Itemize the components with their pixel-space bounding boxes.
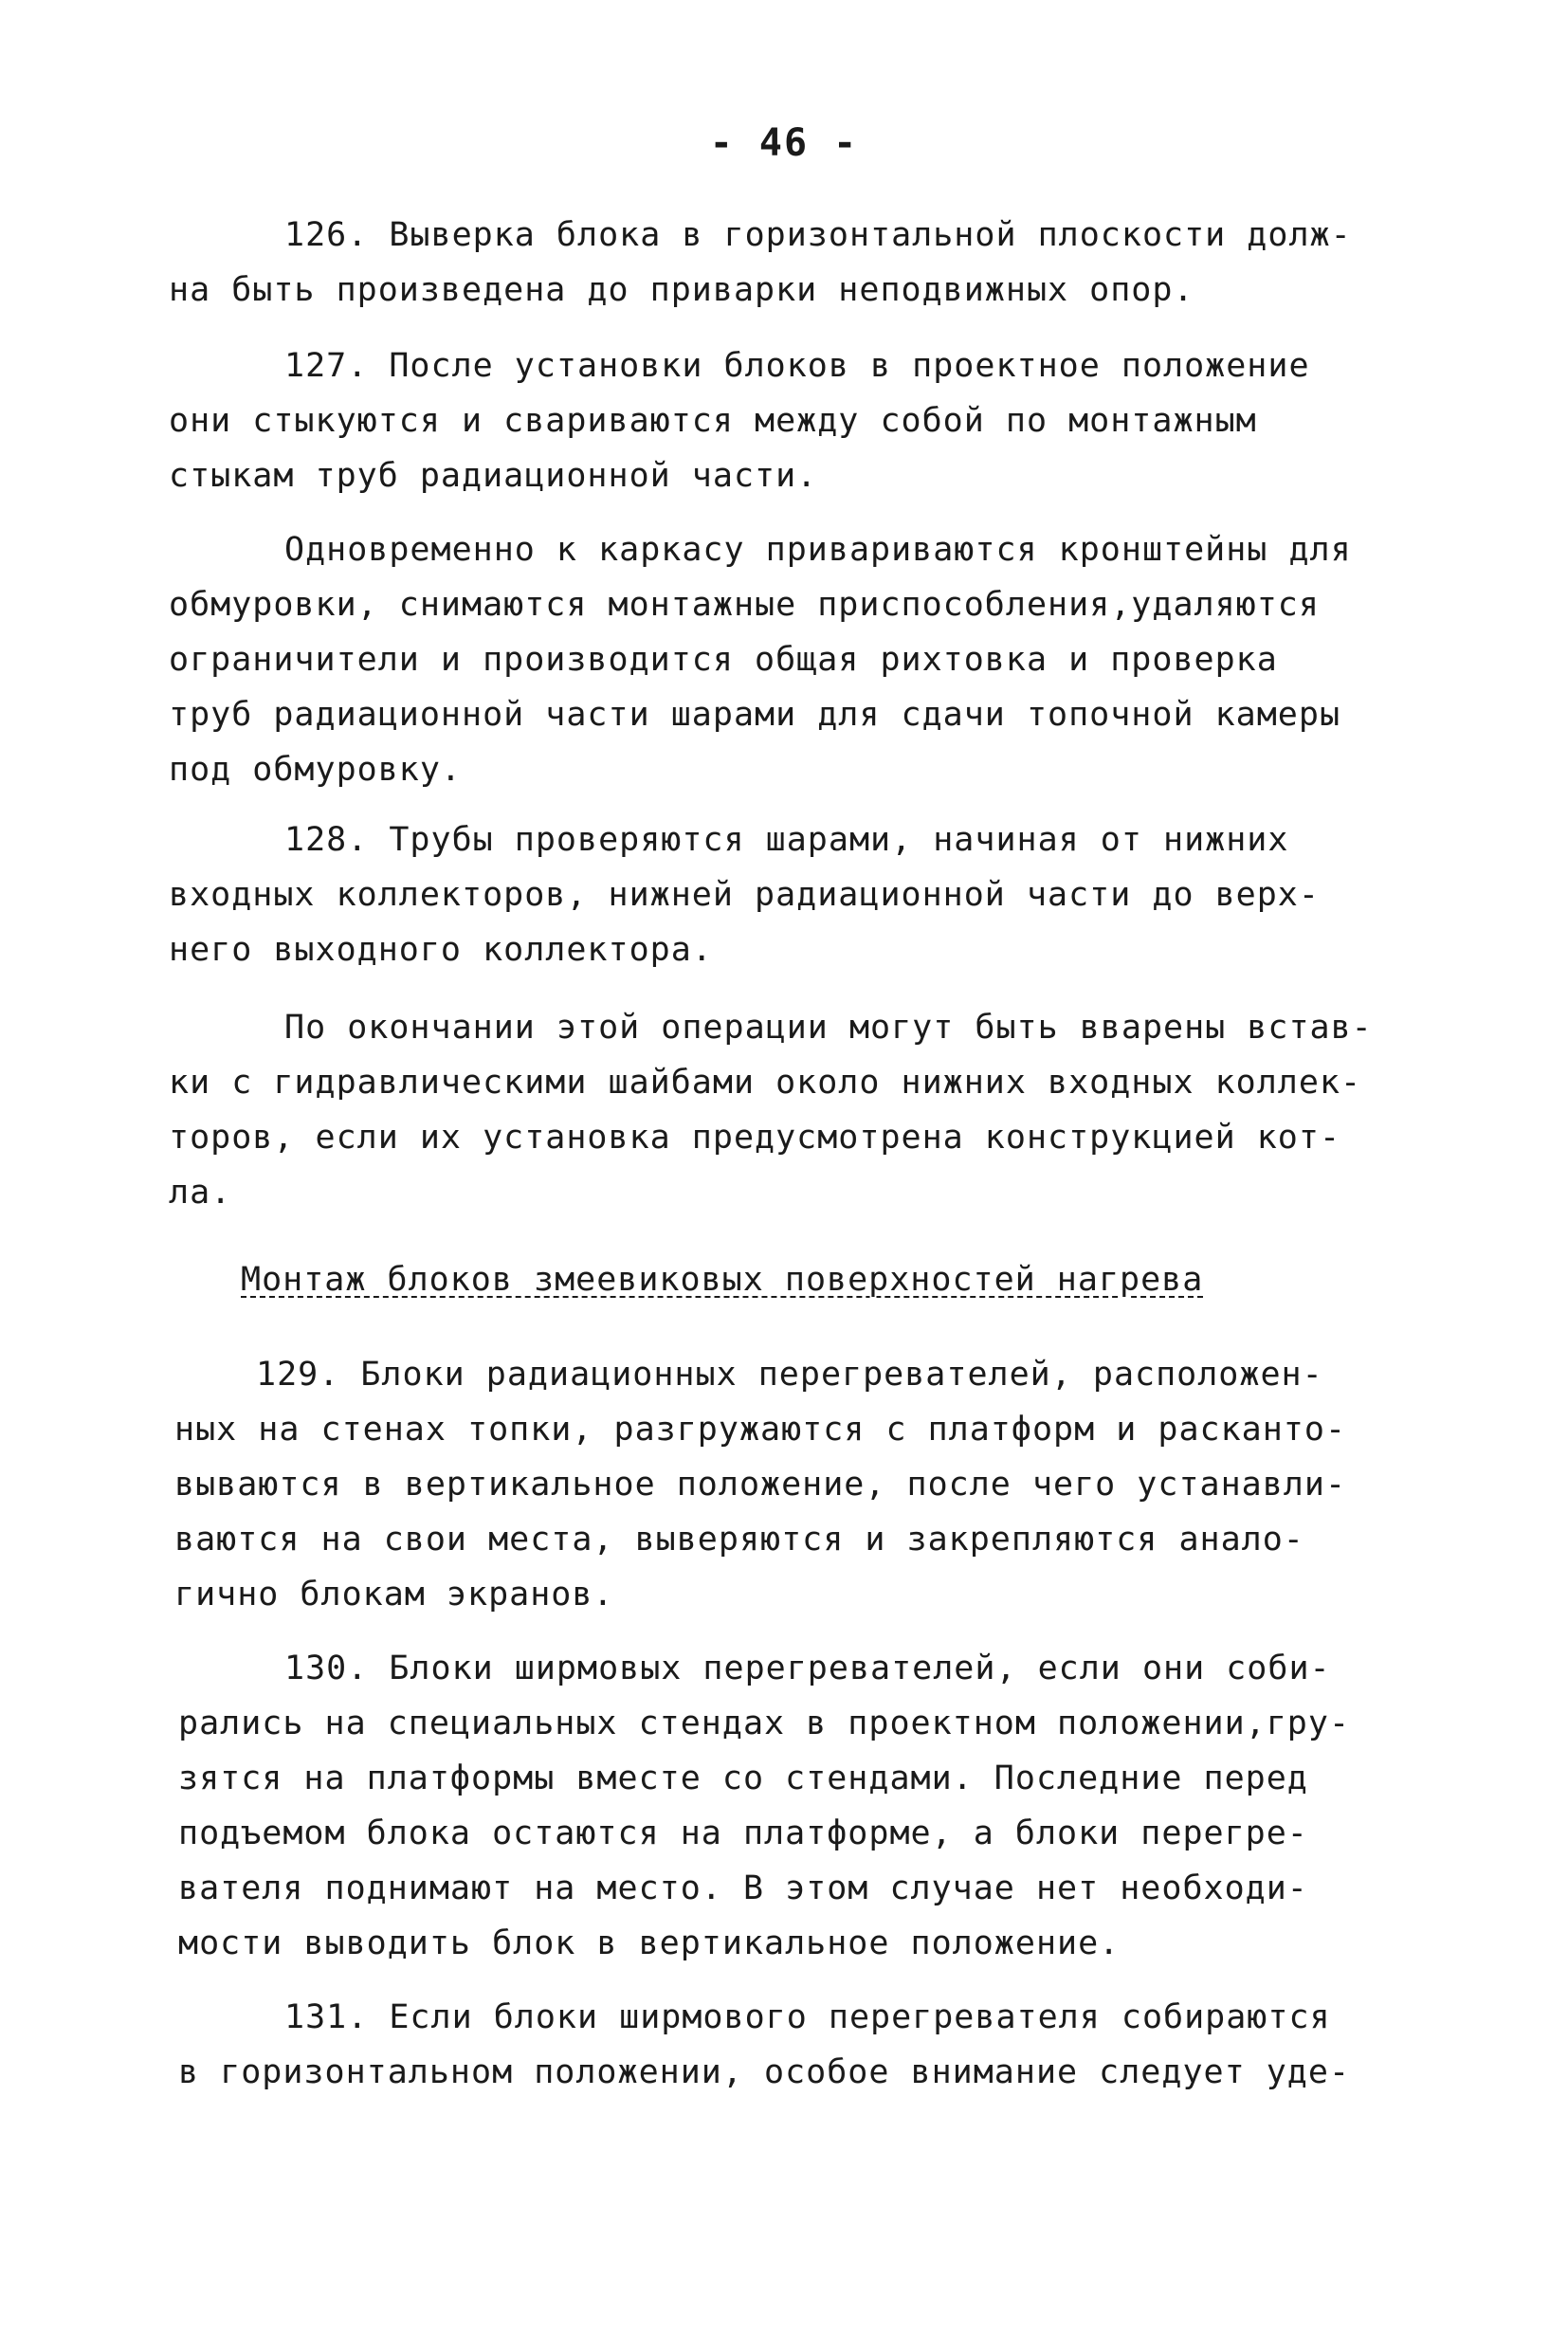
text-line: на быть произведена до приварки неподвижных опор.: [169, 271, 1194, 309]
text-line: зятся на платформы вместе со стендами. Последние перед: [178, 1759, 1308, 1797]
text-line: 127. После установки блоков в проектное положение: [284, 347, 1310, 385]
text-line: в горизонтальном положении, особое внимание следует уде-: [178, 2053, 1351, 2091]
text-line: стыкам труб радиационной части.: [169, 457, 818, 495]
text-line: мости выводить блок в вертикальное положение.: [178, 1924, 1121, 1962]
text-line: 129. Блоки радиационных перегревателей, расположен-: [256, 1356, 1323, 1394]
text-line: 130. Блоки ширмовых перегревателей, если они соби-: [284, 1650, 1331, 1687]
text-line: обмуровки, снимаются монтажные приспособления,удаляются: [169, 586, 1320, 624]
text-line: 128. Трубы проверяются шарами, начиная от нижних: [284, 821, 1289, 859]
text-line: подъемом блока остаются на платформе, а блоки перегре-: [178, 1814, 1308, 1852]
text-line: они стыкуются и свариваются между собой по монтажным: [169, 402, 1257, 440]
text-line: рались на специальных стендах в проектном положении,гру-: [178, 1705, 1351, 1742]
text-line: торов, если их установка предусмотрена конструкцией кот-: [169, 1119, 1341, 1157]
text-line: ограничители и производится общая рихтовка и проверка: [169, 641, 1278, 679]
text-line: Одновременно к каркасу привариваются кронштейны для: [284, 531, 1352, 569]
text-line: 131. Если блоки ширмового перегревателя собираются: [284, 1998, 1331, 2036]
page-number: - 46 -: [709, 121, 859, 165]
text-line: под обмуровку.: [169, 751, 463, 789]
text-line: 126. Выверка блока в горизонтальной плоскости долж-: [284, 216, 1352, 254]
text-line: ваются на свои места, выверяются и закрепляются анало-: [174, 1521, 1304, 1559]
text-line: труб радиационной части шарами для сдачи топочной камеры: [169, 696, 1341, 734]
text-line: По окончании этой операции могут быть вварены встав-: [284, 1009, 1373, 1047]
text-line: гично блокам экранов.: [174, 1576, 614, 1614]
text-line: ных на стенах топки, разгружаются с платформ и расканто-: [174, 1411, 1347, 1449]
text-line: входных коллекторов, нижней радиационной части до верх-: [169, 876, 1320, 914]
text-line: ла.: [169, 1174, 232, 1212]
text-line: ки с гидравлическими шайбами около нижних входных коллек-: [169, 1064, 1362, 1102]
text-line: него выходного коллектора.: [169, 931, 713, 969]
text-line: вываются в вертикальное положение, после чего устанавли-: [174, 1466, 1347, 1504]
text-line: вателя поднимают на место. В этом случае нет необходи-: [178, 1869, 1308, 1907]
section-heading: Монтаж блоков змеевиковых поверхностей нагрева: [241, 1261, 1204, 1299]
